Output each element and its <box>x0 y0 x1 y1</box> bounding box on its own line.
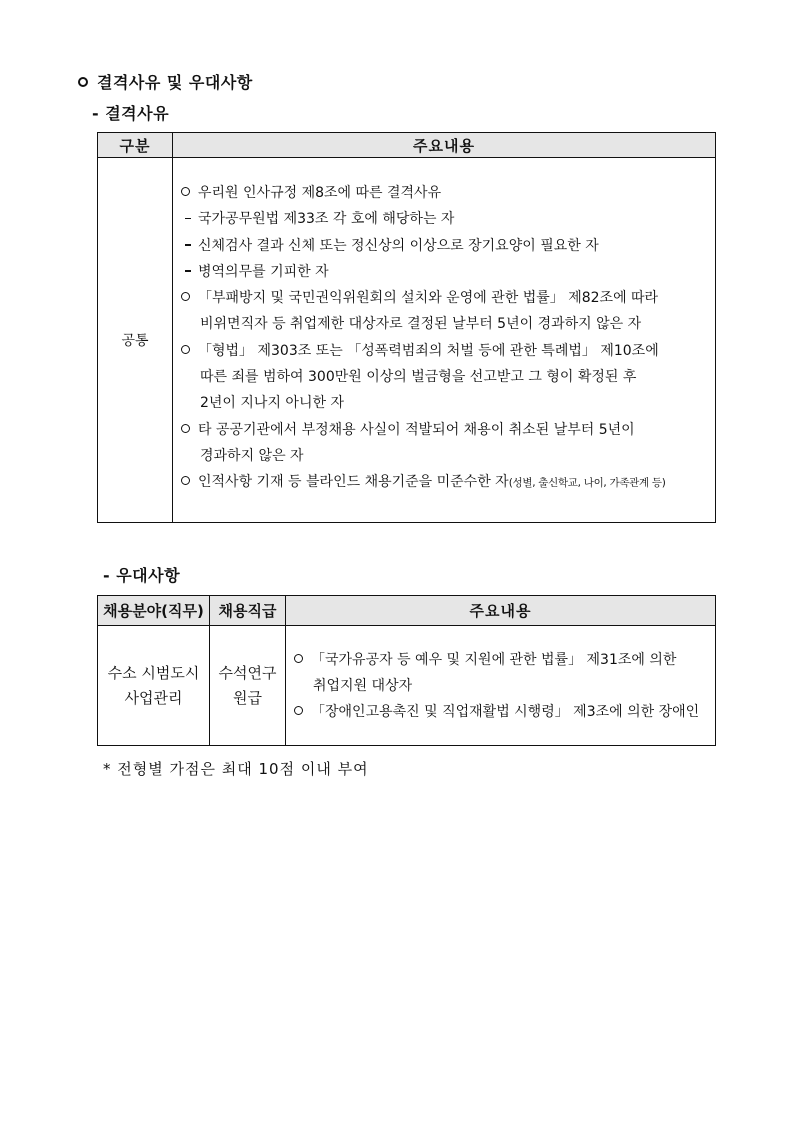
list-item <box>181 417 709 443</box>
circle-bullet-icon <box>181 476 190 485</box>
table-row <box>98 158 716 523</box>
dash-bullet-icon <box>185 270 191 272</box>
field-cell <box>98 626 210 746</box>
preference-heading: - 우대사항 <box>103 566 181 585</box>
list-item <box>181 259 709 285</box>
header-grade: 채용직급 <box>210 596 286 626</box>
content-cell <box>286 626 716 746</box>
circle-bullet-icon <box>78 77 88 87</box>
dash-bullet-icon <box>185 218 191 220</box>
table-header-row <box>98 133 716 158</box>
content-cell <box>173 158 716 523</box>
list-item-continuation: 따른 죄를 범하여 300만원 이상의 벌금형을 선고받고 그 형이 확정된 후 <box>200 369 637 386</box>
list-item-continuation: 취업지원 대상자 <box>313 677 413 694</box>
category-cell: 공통 <box>98 158 173 523</box>
list-item-text: 「부패방지 및 국민권익위원회의 설치와 운영에 관한 법률」 제82조에 따라 <box>198 290 659 307</box>
list-item <box>181 285 709 311</box>
list-item-text: 「장애인고용촉진 및 직업재활법 시행령」 제3조에 의한 장애인 <box>311 703 700 720</box>
list-item-text: 신체검사 결과 신체 또는 정신상의 이상으로 장기요양이 필요한 자 <box>198 237 599 254</box>
list-item-continuation: 2년이 지나지 아니한 자 <box>200 395 344 412</box>
header-content: 주요내용 <box>286 596 716 626</box>
list-item-continuation: 비위면직자 등 취업제한 대상자로 결정된 날부터 5년이 경과하지 않은 자 <box>200 316 642 333</box>
dash-bullet-icon <box>185 244 191 246</box>
list-item <box>181 233 709 259</box>
disqualification-heading: - 결격사유 <box>92 104 170 123</box>
list-item-text: 병역의무를 기피한 자 <box>198 263 329 280</box>
circle-bullet-icon <box>181 187 190 196</box>
list-item <box>181 180 709 206</box>
field-line: 수소 시범도시 <box>107 663 200 682</box>
list-item <box>294 699 709 725</box>
header-content: 주요내용 <box>173 133 716 158</box>
list-item-text: 국가공무원법 제33조 각 호에 해당하는 자 <box>198 211 455 228</box>
list-item-text: 인적사항 기재 등 블라인드 채용기준을 미준수한 자 <box>198 474 509 491</box>
header-category: 구분 <box>98 133 173 158</box>
table-row <box>98 626 716 746</box>
section-title <box>78 70 253 93</box>
list-item <box>181 206 709 232</box>
circle-bullet-icon <box>294 706 303 715</box>
list-item-text: 우리원 인사규정 제8조에 따른 결격사유 <box>198 185 442 201</box>
circle-bullet-icon <box>181 292 190 301</box>
list-item <box>181 469 709 496</box>
field-line: 사업관리 <box>124 688 183 707</box>
list-item-note: (성별, 출신학교, 나이, 가족관계 등) <box>508 477 666 490</box>
grade-line: 수석연구 <box>218 663 277 682</box>
circle-bullet-icon <box>181 345 190 354</box>
list-item-text: 「형법」 제303조 또는 「성폭력범죄의 처벌 등에 관한 특례법」 제10조에 <box>198 342 659 359</box>
header-field: 채용분야(직무) <box>98 596 210 626</box>
list-item-text: 「국가유공자 등 예우 및 지원에 관한 법률」 제31조에 의한 <box>311 651 677 668</box>
footnote: * 전형별 가점은 최대 10점 이내 부여 <box>103 760 369 778</box>
disqualification-table <box>97 132 716 523</box>
circle-bullet-icon <box>294 654 303 663</box>
list-item <box>181 338 709 364</box>
preference-table <box>97 595 716 746</box>
section-title-text: 결격사유 및 우대사항 <box>97 73 253 92</box>
list-item-continuation: 경과하지 않은 자 <box>200 447 304 464</box>
list-item-text: 타 공공기관에서 부정채용 사실이 적발되어 채용이 취소된 날부터 5년이 <box>198 421 635 438</box>
list-item <box>294 647 709 673</box>
table-header-row <box>98 596 716 626</box>
grade-line: 원급 <box>233 688 262 707</box>
grade-cell <box>210 626 286 746</box>
circle-bullet-icon <box>181 424 190 433</box>
